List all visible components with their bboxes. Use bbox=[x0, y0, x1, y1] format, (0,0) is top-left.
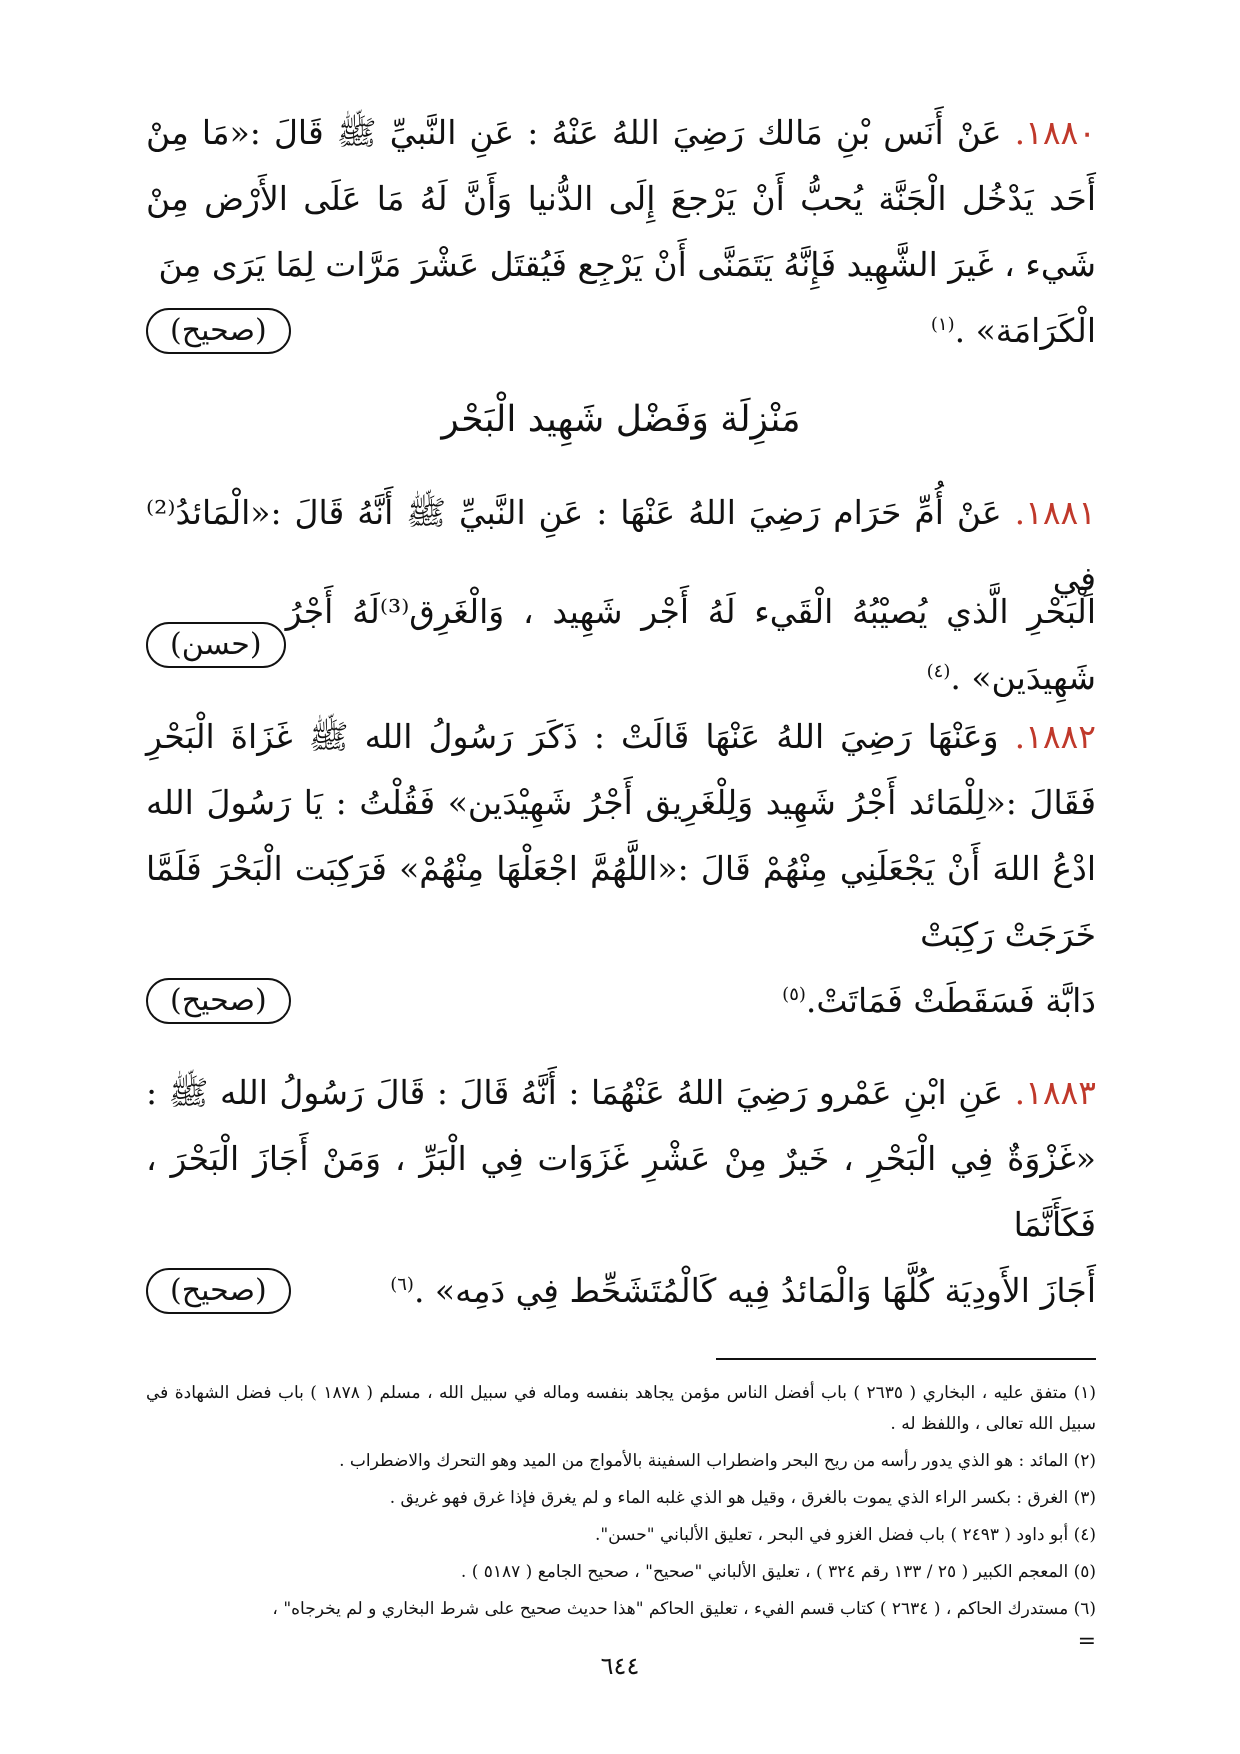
footnote-ref: (٤) bbox=[926, 661, 951, 682]
footnote: (٦) مستدرك الحاكم ، ( ٢٦٣٤ ) كتاب قسم الفيء ، تعليق الحاكم "هذا حديث صحيح على شرط البخاري و لم يخرجاه" ، bbox=[272, 1599, 1096, 1619]
hadith-text bbox=[146, 100, 1096, 298]
hadith-1881 bbox=[146, 480, 1096, 697]
grade-badge: (صحيح) bbox=[146, 308, 291, 354]
footnote: (٤) أبو داود ( ٢٤٩٣ ) باب فضل الغزو في البحر ، تعليق الألباني "حسن". bbox=[594, 1525, 1096, 1545]
hadith-line: وَعَنْهَا رَضِيَ اللهُ عَنْهَا قَالَتْ : ذَكَرَ رَسُولُ الله ﷺ غَزَاةَ الْبَحْرِ bbox=[146, 717, 999, 756]
hadith-line: «غَزْوَةٌ فِي الْبَحْرِ ، خَيرٌ مِنْ عَشْرِ غَزَوَات فِي الْبَرِّ ، وَمَنْ أَجَازَ الْبَحْرَ ، فَكَأَنَّمَا bbox=[146, 1139, 1096, 1244]
page-body bbox=[146, 100, 1096, 1653]
hadith-number: ١٨٨٢. bbox=[1014, 717, 1097, 756]
footnote: (١) متفق عليه ، البخاري ( ٢٦٣٥ ) باب أفضل الناس مؤمن يجاهد بنفسه وماله في سبيل الله ، مسلم ( ١٨٧٨ ) باب فضل الشهادة في سبيل الله تعالى ، واللفظ له . bbox=[146, 1383, 1096, 1434]
hadith-line: دَابَّة فَسَقَطَتْ فَمَاتَتْ. bbox=[805, 981, 1096, 1020]
hadith-text bbox=[146, 1060, 1096, 1258]
footnotes bbox=[146, 1378, 1096, 1653]
footnote: (٣) الغرق : بكسر الراء الذي يموت بالغرق ، وقيل هو الذي غلبه الماء و لم يغرق فإذا غرق فهو غريق . bbox=[389, 1488, 1096, 1508]
grade-badge: (حسن) bbox=[146, 622, 286, 668]
hadith-text bbox=[146, 704, 1096, 968]
footnote: (٥) المعجم الكبير ( ٢٥ / ١٣٣ رقم ٣٢٤ ) ، تعليق الألباني "صحيح" ، صحيح الجامع ( ٥١٨٧ ) . bbox=[460, 1562, 1096, 1582]
grade-badge: (صحيح) bbox=[146, 1268, 291, 1314]
hadith-line: الْبَحْرِ الَّذي يُصيْبُهُ الْقَيء لَهُ أَجْر شَهِيد ، وَالْغَرِق⁽³⁾لَهُ أَجْرُ شَهِيدَين» . bbox=[285, 592, 1096, 697]
hadith-line: شَيء ، غَيرَ الشَّهِيد فَإِنَّهُ يَتَمَنَّى أَنْ يَرْجِع فَيُقتَل عَشْرَ مَرَّات لِمَا يَرَى مِنَ bbox=[158, 245, 1096, 284]
hadith-line: فَقَالَ :«لِلْمَائد أَجْرُ شَهِيد وَلِلْغَرِيق أَجْرُ شَهِيْدَين» فَقُلْتُ : يَا رَسُولَ الله ادْعُ اللهَ bbox=[146, 783, 1096, 888]
hadith-number: ١٨٨١. bbox=[1014, 493, 1096, 532]
grade-badge: (صحيح) bbox=[146, 978, 291, 1024]
hadith-last-line-row bbox=[146, 1258, 1096, 1324]
hadith-line: الْكَرَامَة» . bbox=[954, 311, 1096, 350]
hadith-last-line bbox=[286, 579, 1096, 711]
hadith-number: ١٨٨٠. bbox=[1014, 113, 1096, 152]
hadith-line: عَنْ أُمِّ حَرَام رَضِيَ اللهُ عَنْهَا : عَنِ النَّبيِّ ﷺ أَنَّهُ قَالَ :«الْمَائدُ⁽²⁾فِي bbox=[146, 493, 1096, 598]
page-number: ٦٤٤ bbox=[600, 1652, 640, 1680]
hadith-last-line bbox=[782, 968, 1096, 1034]
hadith-line: أَنْ يَجْعَلَنِي مِنْهُمْ قَالَ :«اللَّهُمَّ اجْعَلْهَا مِنْهُمْ» فَرَكِبَت الْبَحْرَ فَلَمَّا خَرَجَتْ رَكِبَتْ bbox=[146, 849, 1096, 954]
hadith-line: مِنْ أَحَد يَدْخُل الْجَنَّة يُحبُّ أَنْ يَرْجعَ إِلَى الدُّنيا وَأَنَّ لَهُ مَا عَلَى الأَرْض مِنْ bbox=[146, 113, 1096, 218]
hadith-last-line-row bbox=[146, 968, 1096, 1034]
hadith-last-line-row bbox=[146, 592, 1096, 697]
hadith-last-line bbox=[931, 298, 1096, 364]
hadith-1880 bbox=[146, 100, 1096, 364]
hadith-last-line-row bbox=[146, 298, 1096, 364]
hadith-number: ١٨٨٣. bbox=[1014, 1073, 1096, 1112]
hadith-1882 bbox=[146, 704, 1096, 1034]
footnote-ref: (٥) bbox=[782, 984, 806, 1005]
hadith-last-line bbox=[390, 1258, 1096, 1324]
footnote-ref: (٦) bbox=[390, 1274, 414, 1295]
footnote: (٢) المائد : هو الذي يدور رأسه من ريح البحر واضطراب السفينة بالأمواج من الميد وهو التحرك والاضطراب . bbox=[339, 1451, 1096, 1471]
continuation-mark: = bbox=[1077, 1629, 1096, 1654]
section-heading: مَنْزِلَة وَفَضْل شَهِيد الْبَحْر bbox=[441, 399, 801, 440]
hadith-line: عَنْ أَنَس بْنِ مَالك رَضِيَ اللهُ عَنْهُ : عَنِ النَّبيِّ ﷺ قَالَ :«مَا bbox=[201, 113, 1002, 152]
footnote-ref: (١) bbox=[930, 314, 955, 335]
hadith-line: أَجَازَ الأَودِيَة كُلَّهَا وَالْمَائدُ فِيه كَالْمُتَشَحِّط فِي دَمِه» . bbox=[413, 1271, 1096, 1310]
spacer bbox=[146, 1034, 1096, 1060]
footnote-divider bbox=[716, 1358, 1096, 1360]
hadith-line: عَنِ ابْنِ عَمْرو رَضِيَ اللهُ عَنْهُمَا : أَنَّهُ قَالَ : قَالَ رَسُولُ الله ﷺ : bbox=[146, 1073, 1004, 1112]
hadith-1883 bbox=[146, 1060, 1096, 1324]
